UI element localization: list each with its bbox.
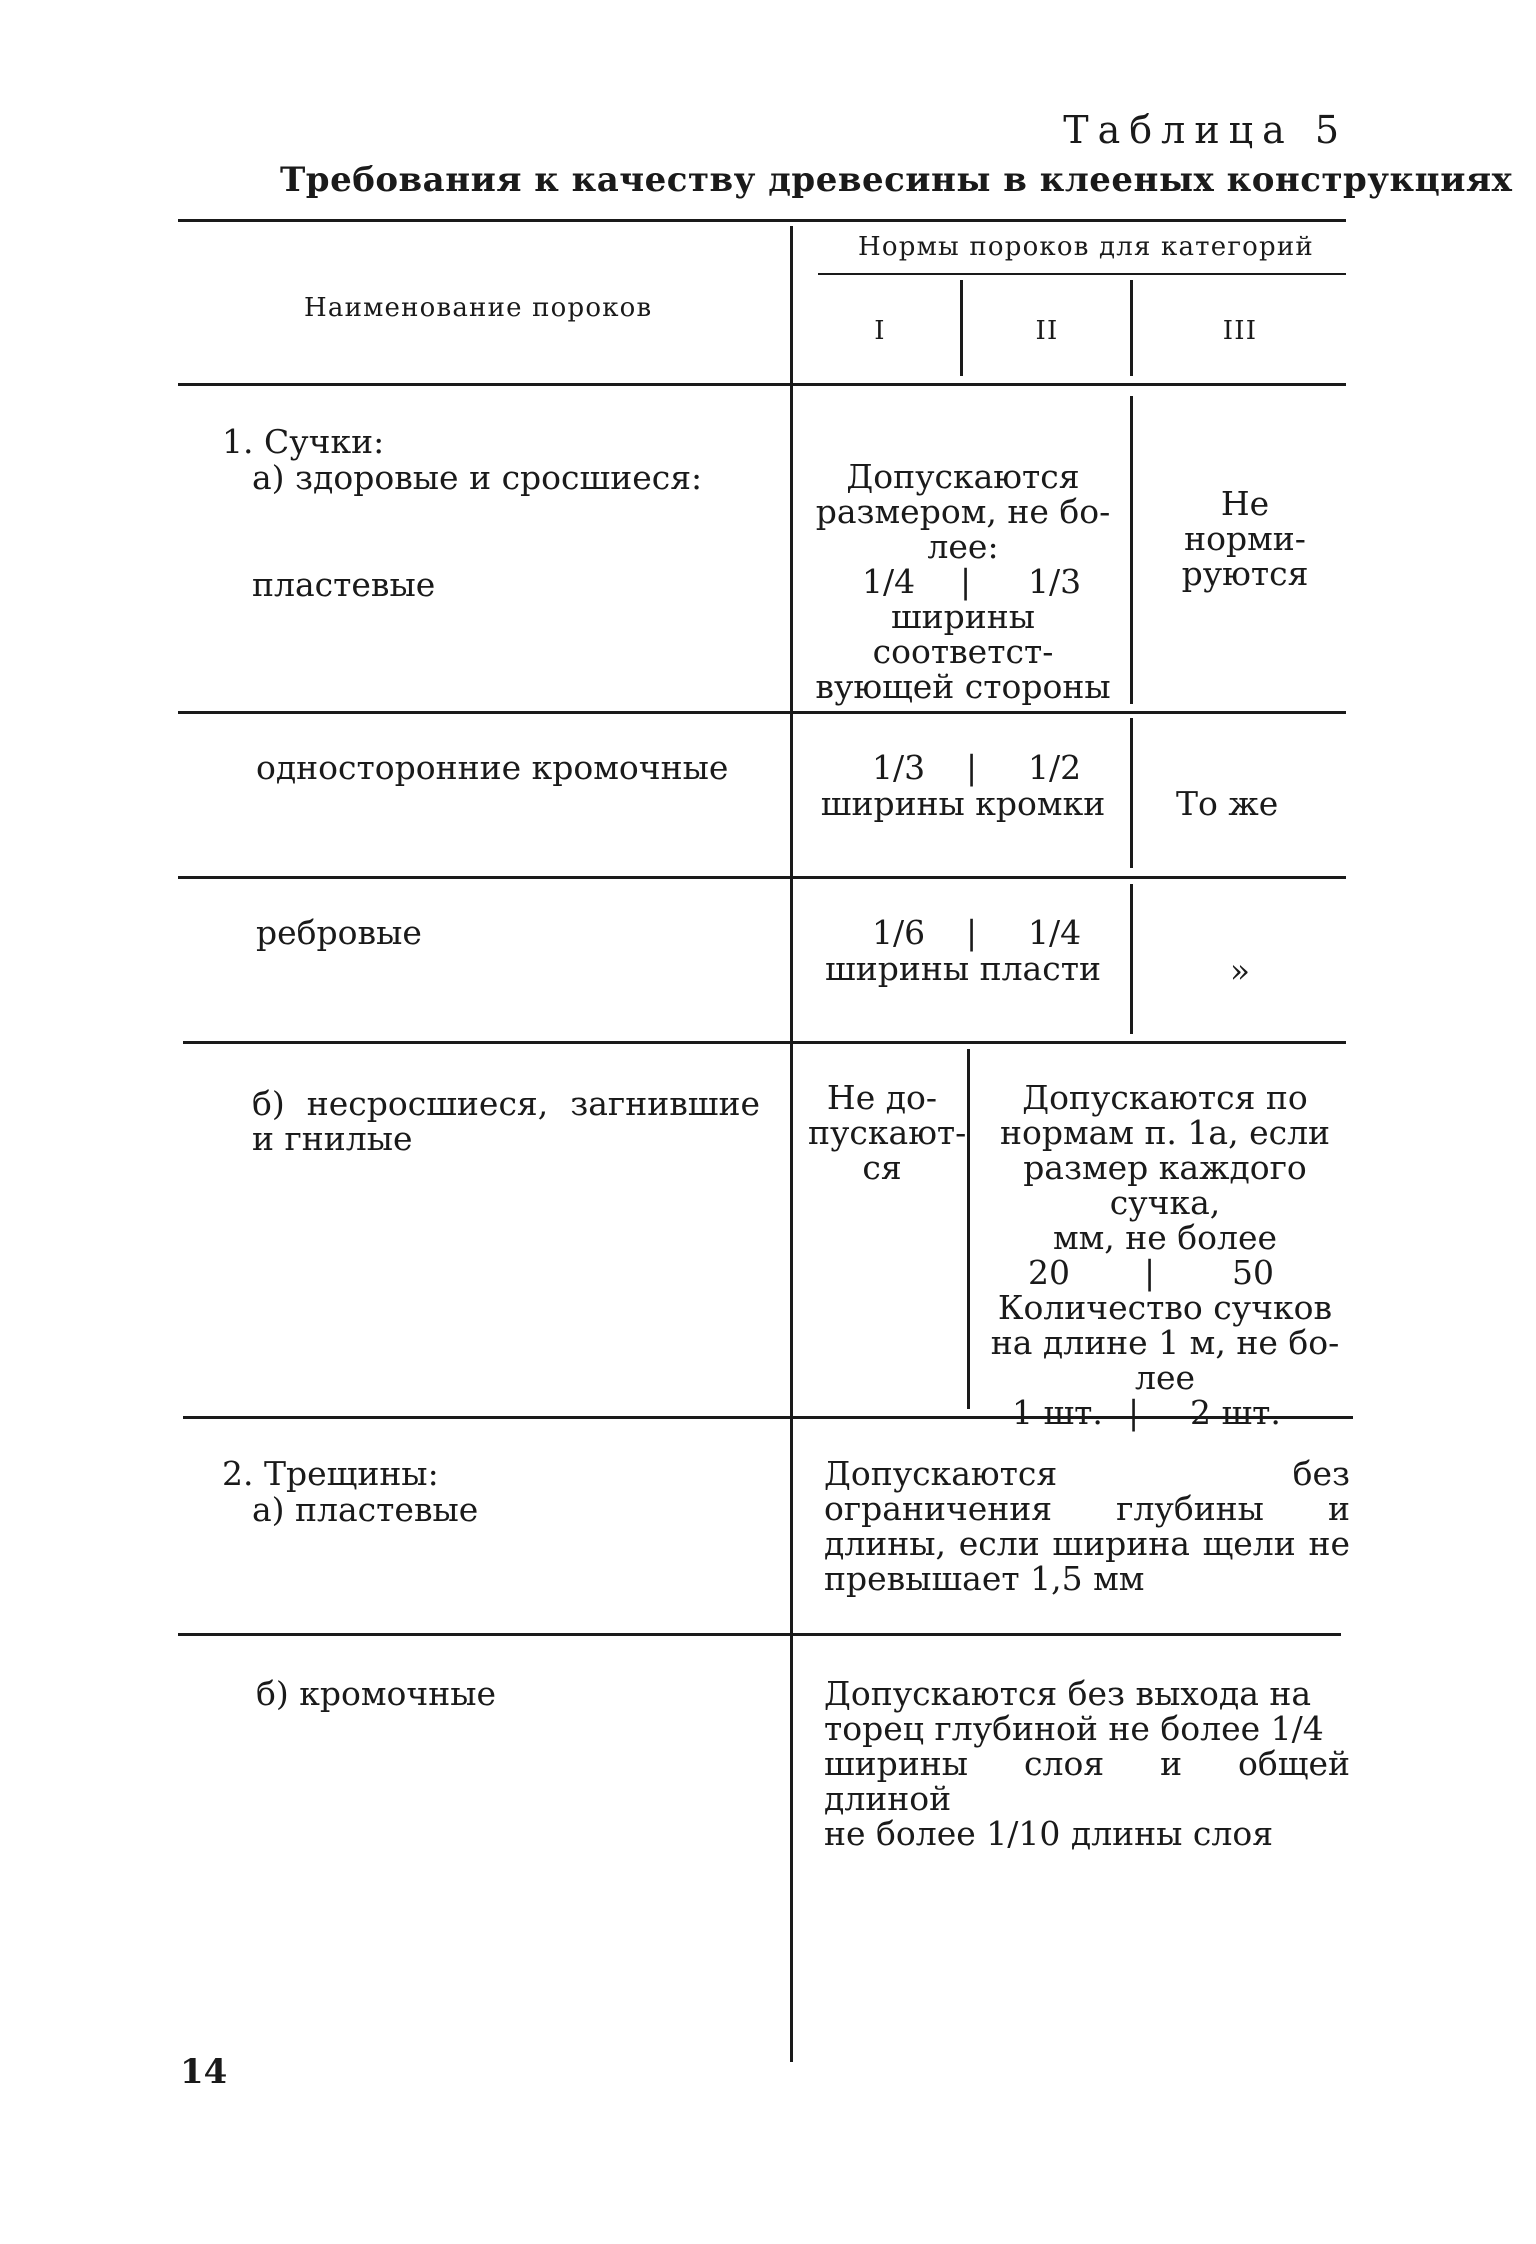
knots-heading: 1. Сучки: xyxy=(222,422,385,461)
category-I-header: I xyxy=(874,316,886,346)
flat-knots-label: пластевые xyxy=(252,565,436,604)
flat-knots-frac-separator: | xyxy=(960,562,972,601)
rotten-knots-norm-line4: мм, не более xyxy=(1052,1218,1278,1257)
rule-after-flat-knots xyxy=(178,711,1346,714)
edge-knots-fraction-row xyxy=(796,750,1130,785)
rotten-knots-size-cat3: 50 xyxy=(1232,1253,1274,1292)
rotten-knots-label: б) несросшиеся, загнившие и гнилые xyxy=(252,1084,760,1158)
divider-III-edge-knots xyxy=(1130,718,1133,868)
column-header-defect-name: Наименование пороков xyxy=(304,293,653,323)
rotten-knots-norm-line3: размер каждого сучка, xyxy=(1023,1148,1307,1222)
rotten-knots-count-cat2: 1 шт. xyxy=(1012,1393,1103,1432)
header-divider-II-III xyxy=(1130,280,1133,376)
table-title: Требования к качеству древесины в клееных конструкциях xyxy=(280,160,1513,200)
flat-knots-norm-line5: ширины соответст- xyxy=(872,597,1054,671)
edge-cracks-norm-line4-text-b: длины слоя xyxy=(1070,1814,1274,1853)
edge-knots-norm-text: ширины кромки xyxy=(820,784,1106,823)
flat-knots-frac-cat2: 1/3 xyxy=(1028,562,1082,601)
flat-cracks-norm: Допускаются без ограничения глубины и длины, если ширина щели не превышает 1,5 мм xyxy=(824,1454,1350,1598)
edge-cracks-norm-line4-fraction: 1/10 xyxy=(986,1814,1061,1853)
edge-cracks-norm-line2-text: торец глубиной не более xyxy=(824,1709,1261,1748)
table-label: Таблица 5 xyxy=(1063,108,1348,152)
edge-cracks-norm-line2-fraction: 1/4 xyxy=(1270,1709,1324,1748)
knots-healthy-subheading: а) здоровые и сросшиеся: xyxy=(252,458,703,497)
rotten-knots-count-line1: Количество сучков xyxy=(997,1288,1333,1327)
edge-cracks-norm xyxy=(824,1676,1350,1851)
flat-knots-frac-cat1: 1/4 xyxy=(862,562,916,601)
flat-knots-fraction-row xyxy=(796,564,1130,599)
rib-knots-fraction-row xyxy=(796,915,1130,950)
rule-after-rib-knots xyxy=(183,1041,1346,1044)
divider-III-rib-knots xyxy=(1130,884,1133,1034)
category-II-header: II xyxy=(1035,316,1059,346)
flat-knots-norm-line6: вующей стороны xyxy=(815,667,1111,706)
edge-cracks-norm-line3: ширины слоя и общей длиной xyxy=(824,1744,1350,1818)
rotten-knots-count-line3: лее xyxy=(1134,1358,1196,1397)
edge-cracks-norm-line4-text-a: не более xyxy=(824,1814,976,1853)
rotten-knots-size-cat2: 20 xyxy=(1028,1253,1070,1292)
column-header-norms: Нормы пороков для категорий xyxy=(858,232,1314,262)
rib-knots-norm-text: ширины пласти xyxy=(825,949,1101,988)
rib-knots-frac-cat2: 1/4 xyxy=(1028,913,1082,952)
flat-knots-norm xyxy=(796,459,1130,704)
edge-cracks-norm-line4 xyxy=(824,1816,1350,1851)
rib-knots-frac-cat1: 1/6 xyxy=(872,913,926,952)
header-divider-I-II xyxy=(960,280,963,376)
flat-knots-cat3: Не норми-руются xyxy=(1181,484,1309,593)
edge-knots-frac-separator: | xyxy=(966,748,978,787)
divider-I-rotten-knots xyxy=(967,1049,970,1409)
name-column-divider xyxy=(790,226,793,2062)
norms-header-rule xyxy=(818,273,1346,275)
flat-cracks-label: а) пластевые xyxy=(252,1490,479,1529)
edge-cracks-label: б) кромочные xyxy=(256,1674,496,1713)
edge-knots-frac-cat1: 1/3 xyxy=(872,748,926,787)
rib-knots-label: ребровые xyxy=(256,913,422,952)
rotten-knots-size-separator: | xyxy=(1144,1253,1156,1292)
edge-knots-label: односторонние кромочные xyxy=(256,748,729,787)
edge-cracks-norm-line2 xyxy=(824,1711,1350,1746)
edge-cracks-norm-line1: Допускаются без выхода на xyxy=(824,1674,1312,1713)
rib-knots-frac-separator: | xyxy=(966,913,978,952)
rule-after-flat-cracks xyxy=(178,1633,1341,1636)
category-III-header: III xyxy=(1222,316,1258,346)
rule-after-edge-knots xyxy=(178,876,1346,879)
rotten-knots-norm-line1: Допускаются по xyxy=(1022,1078,1308,1117)
rotten-knots-count-line2: на длине 1 м, не бо- xyxy=(990,1323,1340,1362)
rotten-knots-norm-line2: нормам п. 1а, если xyxy=(999,1113,1331,1152)
rotten-knots-count-cat3: 2 шт. xyxy=(1190,1393,1281,1432)
divider-III-flat-knots xyxy=(1130,396,1133,704)
edge-knots-frac-cat2: 1/2 xyxy=(1028,748,1082,787)
rib-knots-cat3: » xyxy=(1229,951,1251,990)
table-top-rule xyxy=(178,219,1346,222)
rotten-knots-size-row xyxy=(974,1255,1356,1290)
flat-knots-norm-line3: лее: xyxy=(927,527,999,566)
rotten-knots-cat1: Не до-пускают-ся xyxy=(808,1078,967,1187)
rotten-knots-count-separator: | xyxy=(1128,1393,1140,1432)
page-number: 14 xyxy=(180,2052,228,2092)
flat-knots-norm-line1: Допускаются xyxy=(846,457,1080,496)
cracks-heading: 2. Трещины: xyxy=(222,1454,439,1493)
rotten-knots-count-row xyxy=(974,1395,1356,1430)
edge-knots-cat3: То же xyxy=(1176,784,1279,823)
flat-knots-norm-line2: размером, не бо- xyxy=(815,492,1111,531)
rotten-knots-cat23 xyxy=(974,1080,1356,1430)
header-bottom-rule xyxy=(178,383,1346,386)
